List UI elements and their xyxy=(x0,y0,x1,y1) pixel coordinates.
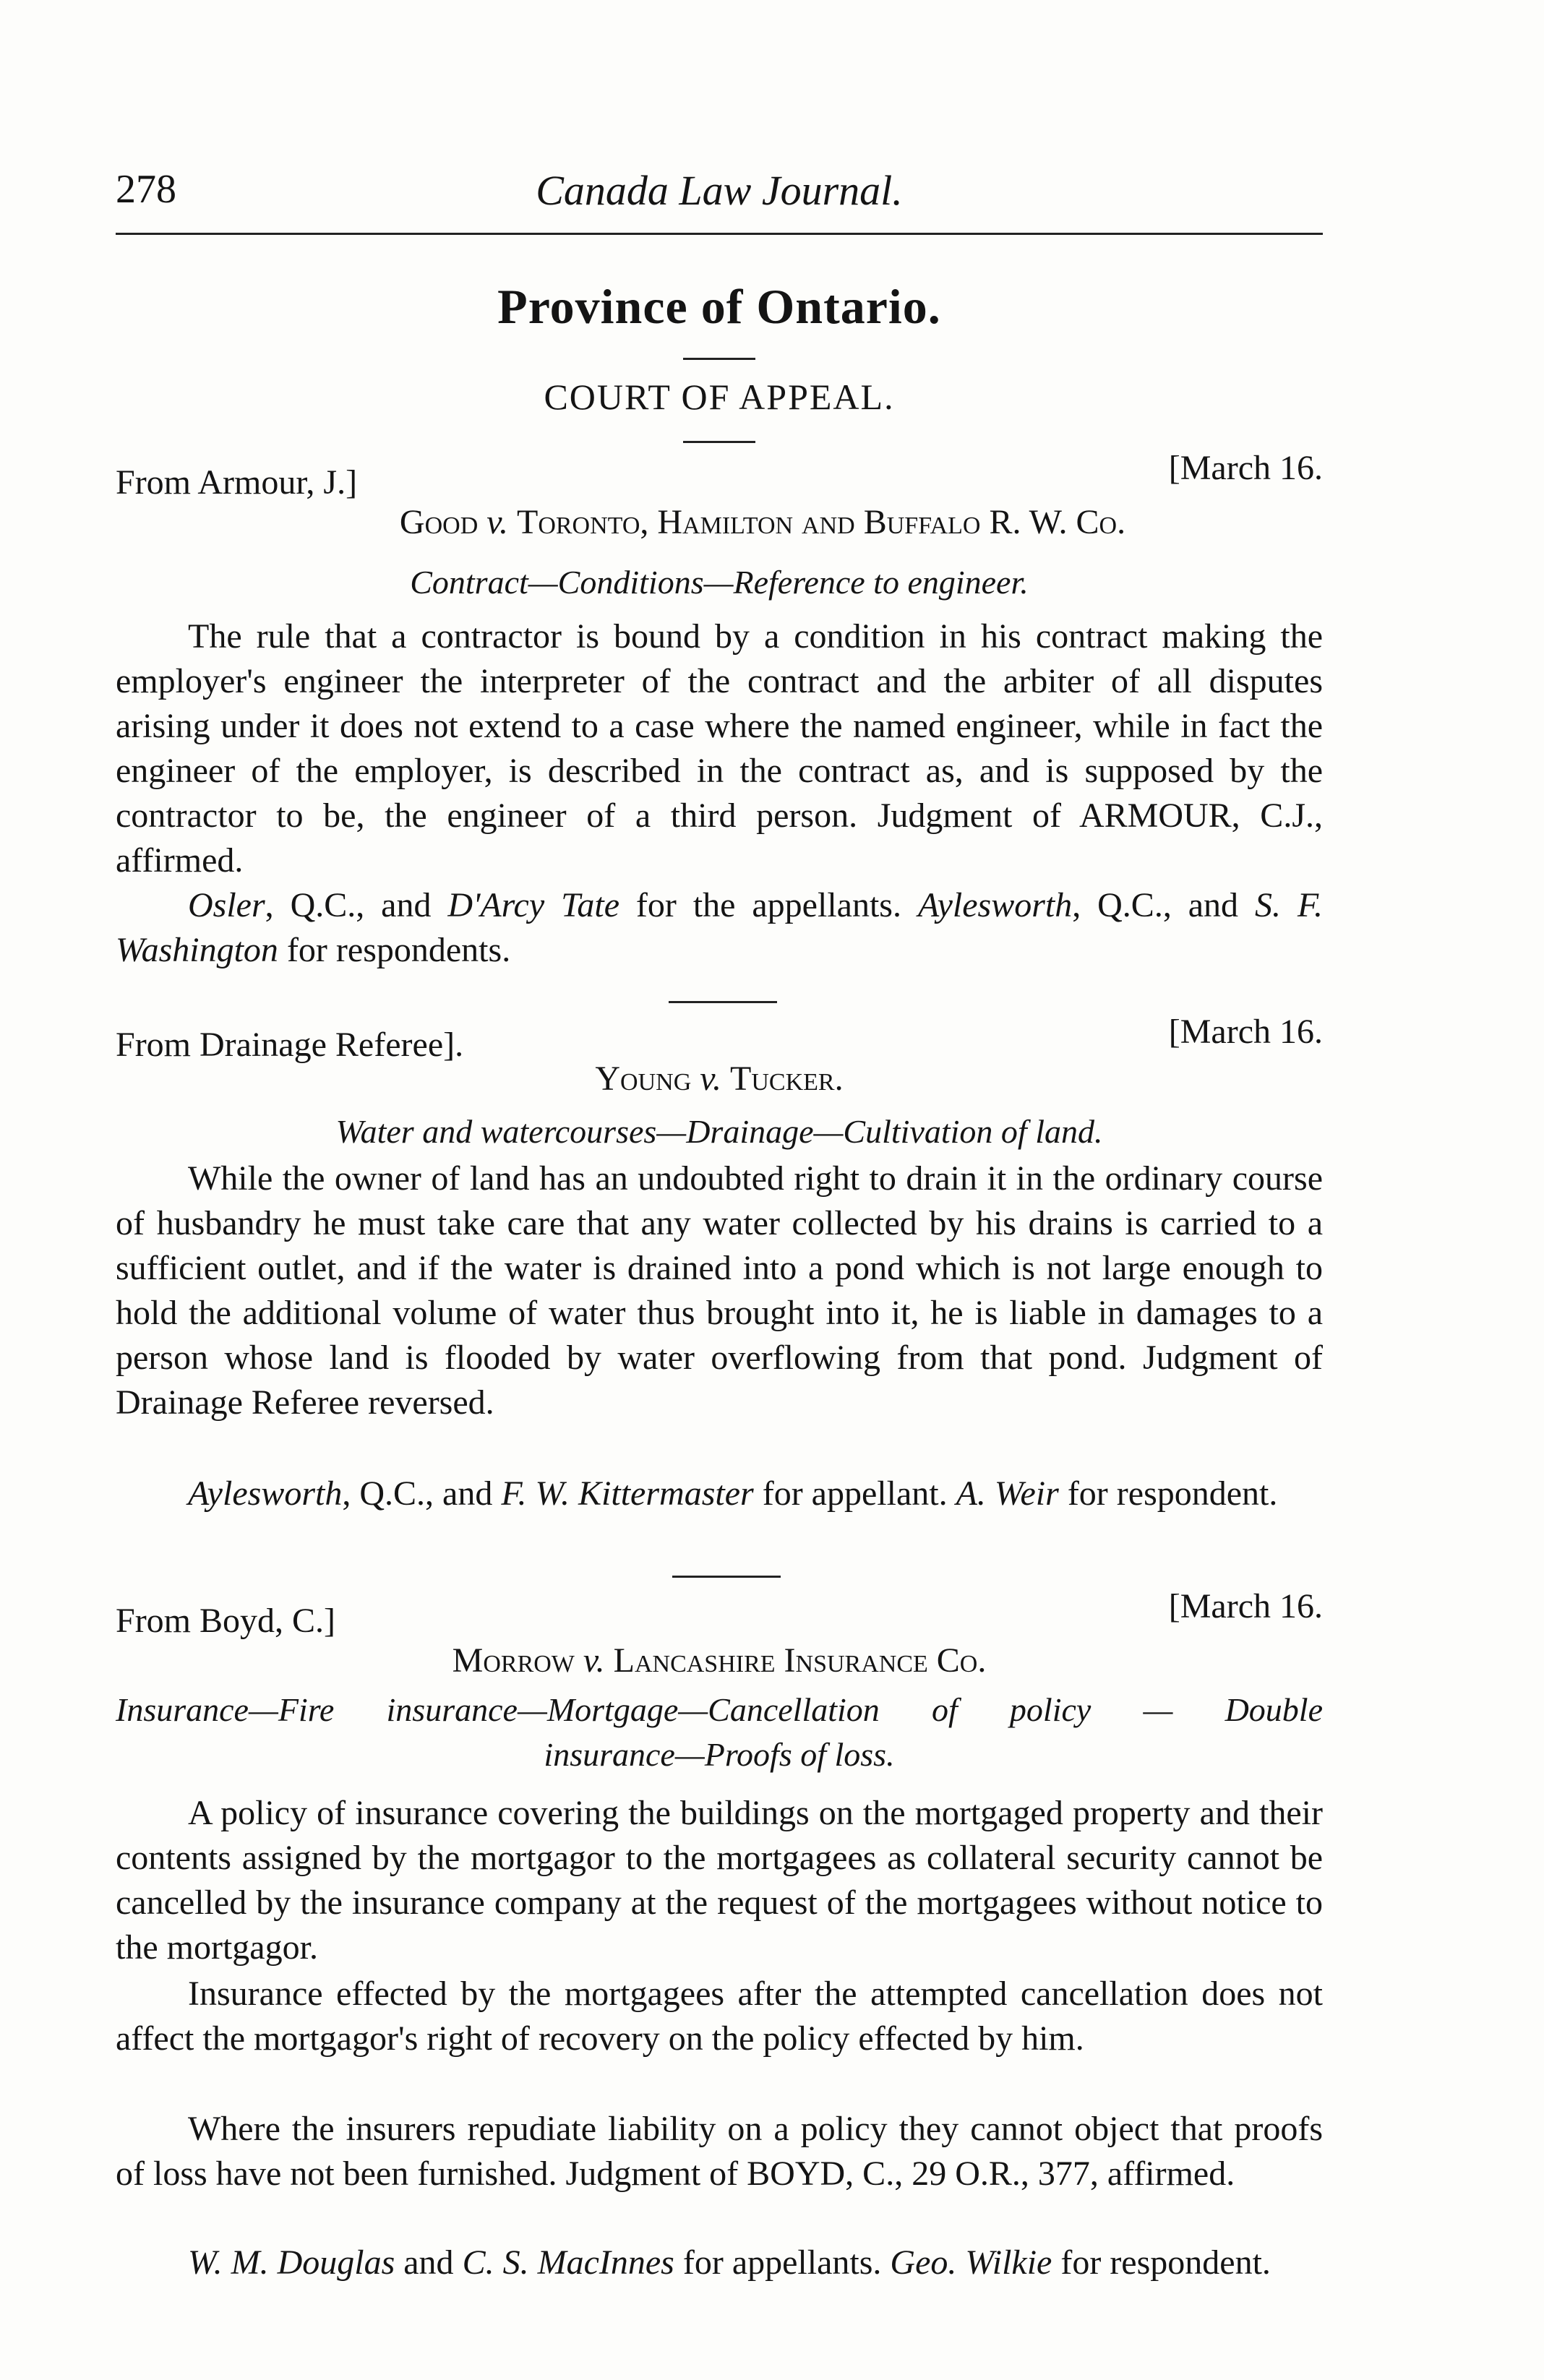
case-title xyxy=(159,502,1366,542)
section-title: Province of Ontario. xyxy=(497,279,941,334)
case-counsel: W. M. Douglas and C. S. MacInnes for appellants. Geo. Wilkie for respondent. xyxy=(188,2243,1271,2282)
case-headnote: Insurance—Fire insurance—Mortgage—Cancellation of policy — Double xyxy=(116,1691,1323,1728)
case-versus: v. xyxy=(486,503,508,541)
divider-rule xyxy=(683,441,755,443)
case-paragraph: A policy of insurance covering the buildings on the mortgaged property and their contents assigned by the mortgagor to the mortgagees as collateral security cannot be cancelled by the insurance company at the request of the mortgagees without notice to the mortgagor. xyxy=(116,1794,1323,1967)
case-defendant: Lancashire Insurance Co. xyxy=(613,1641,987,1680)
case-counsel: Aylesworth, Q.C., and F. W. Kittermaster for appellant. A. Weir for respondent. xyxy=(188,1474,1278,1513)
case-title xyxy=(116,1059,1323,1099)
case-plaintiff: Good xyxy=(399,503,479,541)
divider-rule xyxy=(672,1576,781,1578)
case-counsel: Osler, Q.C., and D'Arcy Tate for the appellants. Aylesworth, Q.C., and S. F. Washington for respondents. xyxy=(116,886,1324,969)
case-defendant: Tucker. xyxy=(730,1060,844,1098)
case-defendant: Toronto, Hamilton and Buffalo R. W. Co. xyxy=(517,503,1126,541)
journal-title: Canada Law Journal. xyxy=(536,167,903,214)
case-versus: v. xyxy=(583,1641,605,1680)
case-paragraph: While the owner of land has an undoubted right to drain it in the ordinary course of husbandry he must take care that any water collected by his drains is carried to a sufficient outlet, and if the water is drained into a pond which is not large enough to hold the additional volume of water thus brought into it, he is liable in damages to a person whose land is flooded by water overflowing from that pond. Judgment of Drainage Referee reversed. xyxy=(116,1159,1323,1422)
divider-rule xyxy=(683,358,755,360)
header-rule xyxy=(116,233,1323,235)
case-paragraph: Insurance effected by the mortgagees after the attempted cancellation does not affect the mortgagor's right of recovery on the policy effected by him. xyxy=(116,1975,1323,2058)
case-versus: v. xyxy=(700,1060,722,1098)
case-date: [March 16. xyxy=(1168,449,1323,487)
court-heading: COURT OF APPEAL. xyxy=(544,377,895,417)
case-date: [March 16. xyxy=(1168,1013,1323,1051)
case-origin: From Drainage Referee]. xyxy=(116,1026,464,1064)
case-plaintiff: Morrow xyxy=(452,1641,575,1680)
case-date: [March 16. xyxy=(1168,1587,1323,1625)
case-origin: From Armour, J.] xyxy=(116,463,358,502)
case-paragraph: The rule that a contractor is bound by a condition in his contract making the employer's engineer the interpreter of the contract and the arbiter of all disputes arising under it does not extend to a case where the named engineer, while in fact the engineer of the employer, is described in the contract as, and is supposed by the contractor to be, the engineer of a third person. Judgment of ARMOUR, C.J., affirmed. xyxy=(116,617,1323,880)
case-title xyxy=(116,1641,1323,1680)
case-plaintiff: Young xyxy=(595,1060,692,1098)
running-header xyxy=(116,166,1323,231)
page-number: 278 xyxy=(116,167,176,212)
case-headnote-continued: insurance—Proofs of loss. xyxy=(544,1736,895,1773)
case-headnote: Contract—Conditions—Reference to engineer. xyxy=(410,564,1029,601)
case-origin: From Boyd, C.] xyxy=(116,1602,336,1640)
case-headnote: Water and watercourses—Drainage—Cultivation of land. xyxy=(335,1113,1103,1150)
case-paragraph: Where the insurers repudiate liability on a policy they cannot object that proofs of loss have not been furnished. Judgment of BOYD, C., 29 O.R., 377, affirmed. xyxy=(116,2110,1323,2193)
divider-rule xyxy=(669,1001,777,1003)
